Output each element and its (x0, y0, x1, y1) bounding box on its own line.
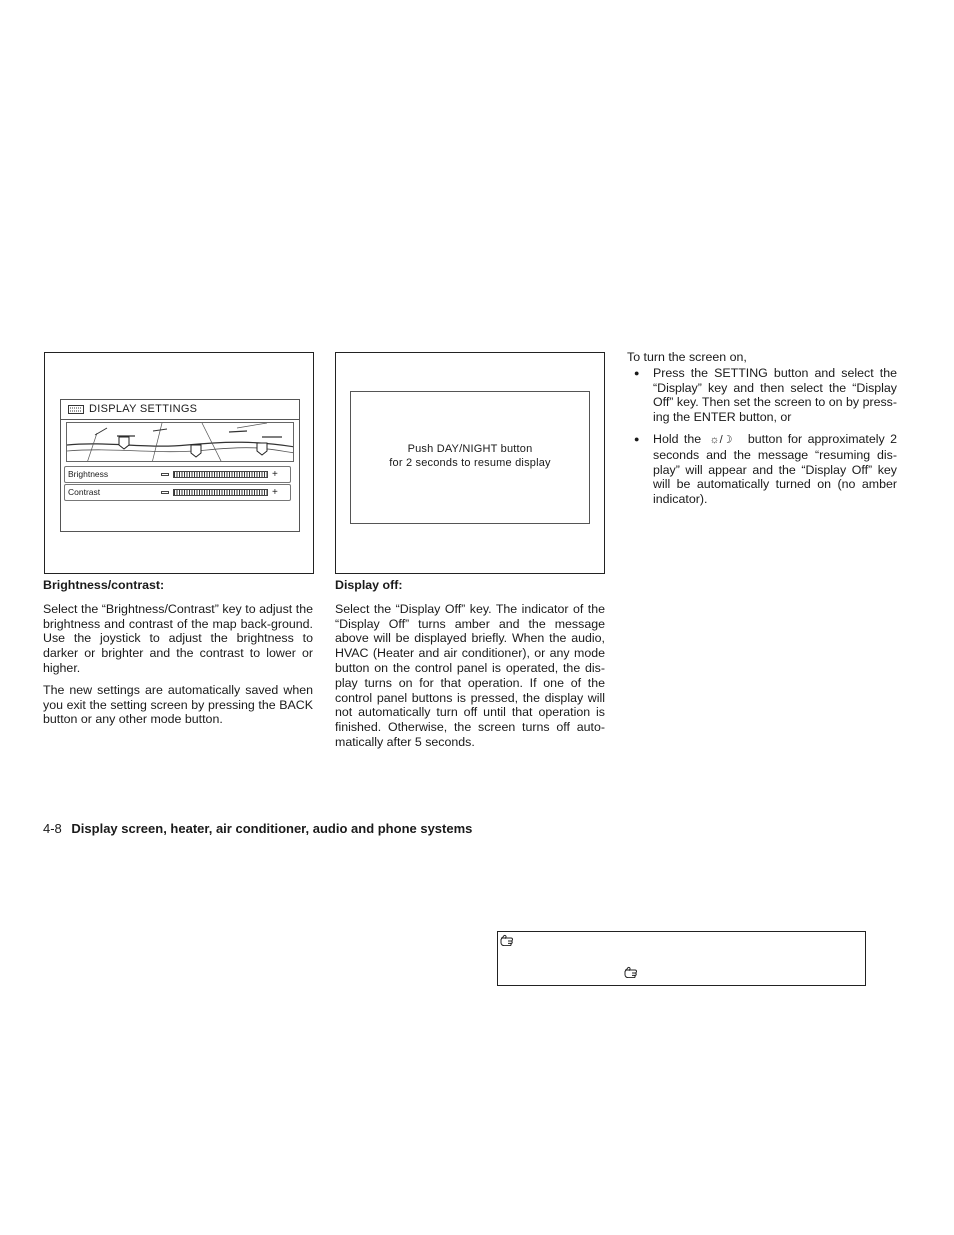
resume-display-message (351, 442, 589, 470)
minus-icon[interactable] (161, 473, 169, 476)
brightness-row[interactable] (64, 466, 291, 483)
note-box (497, 931, 866, 986)
map-graphic (67, 423, 294, 462)
day-night-icon: ☼/☽ (709, 433, 733, 446)
pointing-hand-icon (624, 966, 642, 978)
page-number: 4-8 (43, 821, 62, 836)
section-title: Display screen, heater, air conditioner, audio and phone systems (71, 821, 473, 836)
left-column-text (43, 578, 313, 734)
display-off-screen (350, 391, 590, 524)
paragraph: The new settings are automatically saved when you exit the setting screen by pressing the BACK button or any other mode button. (43, 682, 313, 727)
display-off-figure (335, 352, 605, 574)
message-line-2: for 2 seconds to resume display (389, 457, 551, 469)
page-footer (43, 821, 472, 836)
paragraph: Select the “Display Off” key. The indicator of the “Display Off” turns amber and the message above will be displayed briefly. When the audio, HVAC (Heater and air conditioner), or any mode button on the control panel is operated, the dis-play turns on for that operation. If one of the control panel buttons is pressed, the display will not automatically turn off until that operation is finished. Otherwise, the screen turns off auto-matically after 5 seconds. (335, 601, 605, 749)
keyboard-icon (68, 405, 84, 414)
right-column-text (627, 350, 897, 514)
list-item: ● Press the SETTING button and select the “Display” key and then select the “Display Off” key. Then set the screen to on by press-ing the ENTER button, or (627, 366, 897, 425)
brightness-slider[interactable] (173, 471, 268, 478)
display-settings-title: DISPLAY SETTINGS (89, 403, 198, 415)
message-line-1: Push DAY/NIGHT button (407, 443, 533, 455)
contrast-label: Contrast (68, 487, 101, 497)
pointing-hand-icon (500, 934, 518, 946)
intro-text: To turn the screen on, (627, 350, 747, 364)
brightness-contrast-heading: Brightness/contrast: (43, 578, 165, 592)
paragraph: Select the “Brightness/Contrast” key to adjust the brightness and contrast of the map back-ground. Use the joystick to adjust the brightness to darker or brighter and the contrast to lower or higher. (43, 601, 313, 675)
display-off-heading: Display off: (335, 578, 403, 592)
brightness-label: Brightness (68, 469, 109, 479)
minus-icon[interactable] (161, 491, 169, 494)
display-settings-title-bar (61, 400, 299, 420)
display-settings-figure (44, 352, 314, 574)
display-settings-screen (60, 399, 300, 532)
contrast-slider[interactable] (173, 489, 268, 496)
plus-icon[interactable]: + (272, 469, 278, 480)
middle-column-text (335, 578, 605, 757)
contrast-row[interactable] (64, 484, 291, 501)
map-preview (66, 422, 294, 462)
bullet-list (627, 366, 897, 507)
plus-icon[interactable]: + (272, 487, 278, 498)
list-item: ● Hold the ☼/☽ button for approximately 2 seconds and the message “resuming dis-play” will appear and the “Display Off” key will be automatically turned on (no amber indicator). (627, 432, 897, 507)
